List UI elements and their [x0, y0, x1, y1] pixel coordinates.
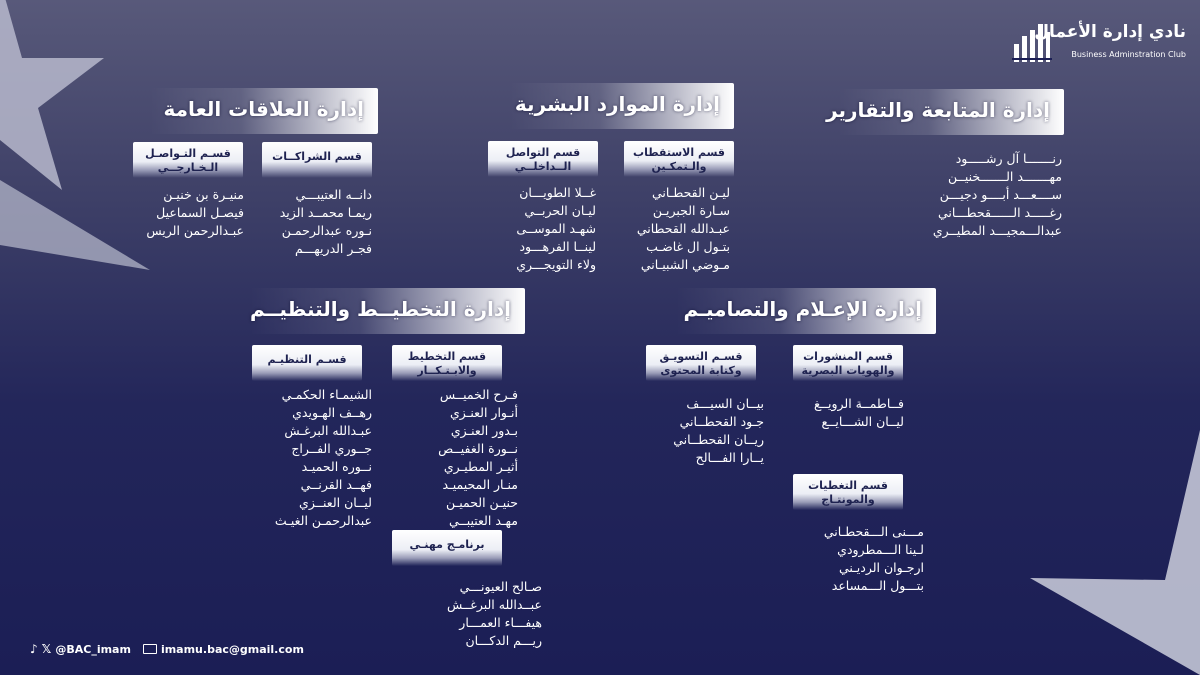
section-hr-recruitment: قسم الاستقطاب والـتمكـين [624, 141, 734, 177]
list-item: يــارا الفـــالح [695, 450, 764, 465]
list-item: عبـدالرحمن الريس [146, 223, 244, 238]
list-item: دانــه العتيبـــي [295, 187, 372, 202]
dept-pr-title: إدارة العلاقات العامة [150, 88, 378, 134]
list-item: هيفـــاء العمـــار [459, 615, 542, 630]
section-planning-professional-program: برنامـج مهنـي [392, 530, 502, 566]
list-item: ريــان القحطــاني [673, 432, 764, 447]
dept-media-title: إدارة الإعـلام والتصاميـم [676, 288, 936, 334]
list-item: فـرح الخميــس [439, 387, 518, 402]
list-item: رنـــــــا آل رشـــــود [955, 151, 1062, 166]
x-icon[interactable]: 𝕏 [41, 642, 52, 656]
dept-followup-members [933, 150, 1062, 240]
list-item: بيــان السيـــف [686, 396, 764, 411]
list-item: ليــان العنــزي [299, 495, 372, 510]
list-item: ريمـا محمــد الزيد [279, 205, 372, 220]
list-item: سـارة الجبريـن [652, 203, 730, 218]
list-item: غــلا الطويـــان [519, 185, 596, 200]
list-item: فيصـل السماعيل [156, 205, 244, 220]
tiktok-icon[interactable]: ♪ [30, 642, 38, 656]
list-item: حنيـن الحميـن [446, 495, 518, 510]
list-item: فــاطمــة الرويــغ [814, 396, 904, 411]
list-item: جــوري الفــراج [291, 441, 372, 456]
email-address[interactable]: imamu.bac@gmail.com [160, 642, 304, 656]
list-item: فجـر الدريهـــم [294, 241, 372, 256]
section-hr-recruitment-members [637, 184, 730, 274]
list-item: مهـــــــد الـــــــخنيــن [948, 169, 1062, 184]
list-item: الشيمـاء الحكمـي [281, 387, 372, 402]
section-planning-organization-members [275, 386, 372, 530]
list-item: ليــان الشـــايــع [821, 414, 904, 429]
list-item: منيـرة بن خنيـن [163, 187, 244, 202]
section-pr-partnerships-members [280, 186, 372, 258]
list-item: ســــعـــد أبــــو دجيـــن [939, 187, 1062, 202]
list-item: نــورة الغفيــص [438, 441, 518, 456]
section-planning-innovation: قسم التخطيط والابـتـكــار [392, 345, 502, 381]
list-item: عبـدالله القحطاني [636, 221, 730, 236]
list-item: بتـول ال غاضـب [646, 239, 730, 254]
list-item: ليـن القحطـاني [651, 185, 730, 200]
list-item: جـود القحطــاني [679, 414, 764, 429]
list-item: بـدور العنـزي [450, 423, 518, 438]
list-item: لينــا الفرهـــود [519, 239, 596, 254]
dept-followup-title: إدارة المتابعة والتقارير [838, 89, 1064, 135]
logo-subtitle: Business Adminstration Club [1071, 50, 1186, 59]
list-item: منـار المحيميـد [442, 477, 518, 492]
dept-hr-title: إدارة الموارد البشرية [510, 83, 734, 129]
list-item: عبدالرحمـن الغيـث [274, 513, 372, 528]
twitter-handle[interactable]: @BAC_imam [55, 642, 131, 656]
section-media-coverage-members [824, 523, 924, 595]
footer-contacts [30, 642, 304, 656]
section-pr-partnerships: قسم الشراكــات [262, 142, 372, 178]
section-hr-internal-members [516, 184, 596, 274]
list-item: فهــد القرنــي [300, 477, 372, 492]
list-item: نـوره عبدالرحمـن [281, 223, 372, 238]
list-item: صـالح العيونـــي [459, 579, 542, 594]
list-item: لـينا الـــمطرودي [837, 542, 924, 557]
list-item: عبـدالله البرغـش [284, 423, 372, 438]
list-item: مـوضي الشبيـاني [640, 257, 730, 272]
section-planning-innovation-members [438, 386, 518, 530]
list-item: نــوره الحميـد [301, 459, 372, 474]
section-planning-program-members [447, 578, 542, 650]
section-media-coverage: قسم التغطيات والمونتـاج [793, 474, 903, 510]
section-media-marketing-members [673, 395, 764, 467]
list-item: رغـــــد الــــــقحطـــاني [937, 205, 1062, 220]
section-pr-external-communication: قسـم التـواصـل الـخـارجــي [133, 142, 243, 178]
list-item: عبدالـــمجيـــد المطيــري [932, 223, 1062, 238]
section-media-publications: قسم المنشورات والهويات البصرية [793, 345, 903, 381]
list-item: بتـــول الـــمساعد [831, 578, 924, 593]
section-pr-external-members [146, 186, 244, 240]
list-item: ليـان الحربــي [524, 203, 596, 218]
list-item: مهـد العتيبــي [448, 513, 518, 528]
dept-planning-title: إدارة التخطيــط والتنظيــم [250, 288, 525, 334]
list-item: رهــف الهـويدي [292, 405, 372, 420]
star-decoration-bottom-right-icon [1020, 430, 1200, 675]
list-item: عبــدالله البرغــش [447, 597, 542, 612]
list-item: أثيـر المطيـري [443, 459, 518, 474]
section-media-publications-members [814, 395, 904, 431]
list-item: أنـوار العنـزي [450, 405, 518, 420]
section-media-marketing: قسـم التسويـق وكتابة المحتوى [646, 345, 756, 381]
section-planning-organization: قسـم التنظيـم [252, 345, 362, 381]
list-item: ولاء التويجـــري [516, 257, 596, 272]
list-item: ريـــم الدكـــان [465, 633, 542, 648]
club-logo [1008, 18, 1186, 70]
list-item: شهـد الموســى [516, 221, 596, 236]
list-item: مـــنى الـــقحطـاني [823, 524, 924, 539]
list-item: ارجـوان الرديـني [838, 560, 924, 575]
mail-icon[interactable] [143, 644, 157, 654]
section-hr-internal-communication: قسم التواصل الــداخلــي [488, 141, 598, 177]
logo-name: نادي إدارة الأعمال [1034, 22, 1186, 42]
